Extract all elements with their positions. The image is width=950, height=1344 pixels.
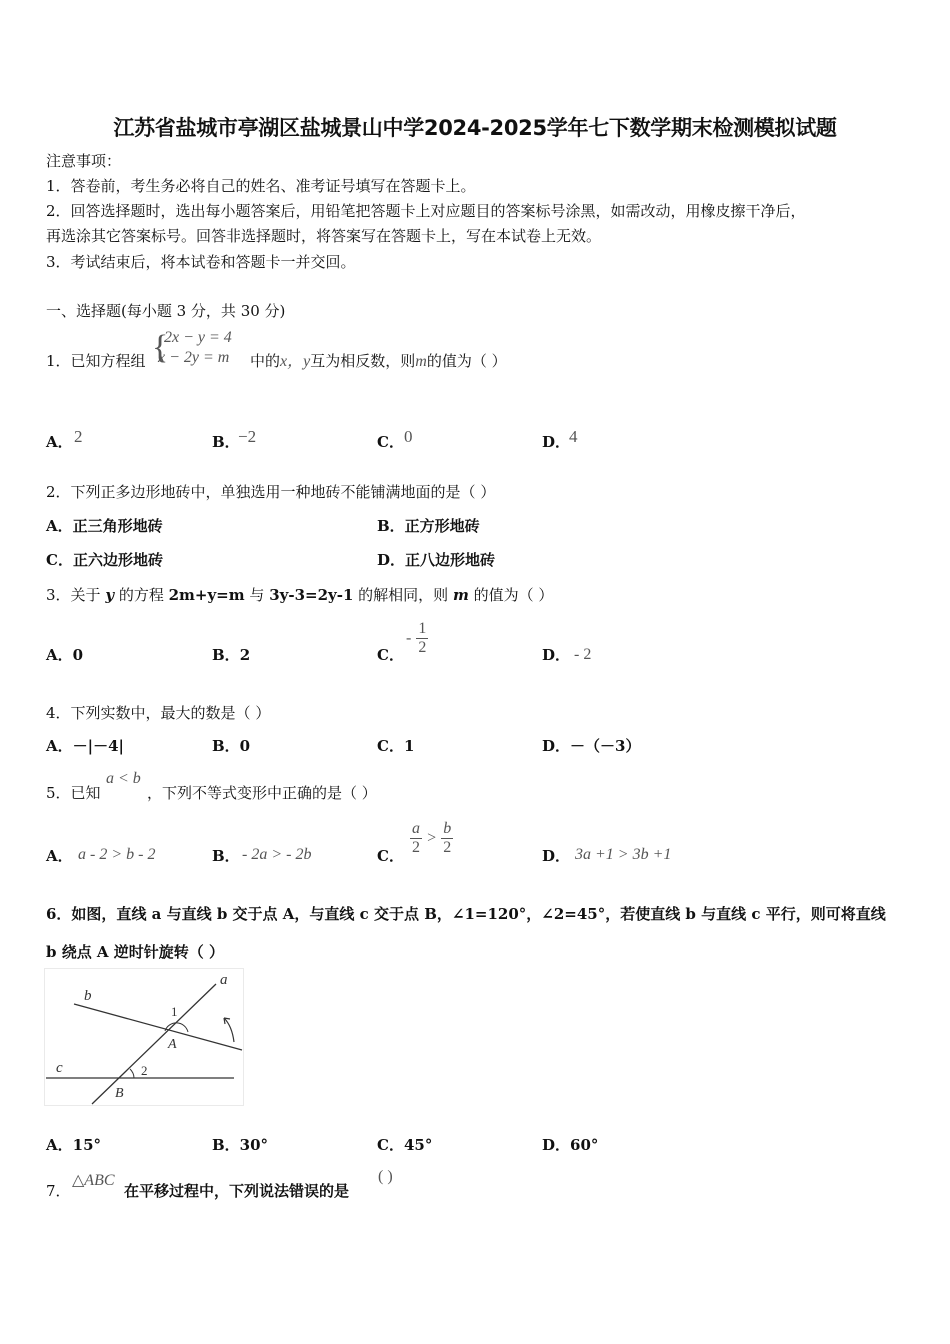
q1-option-a[interactable]: A． <box>46 433 73 451</box>
label-a: a <box>220 972 228 988</box>
q1-option-c[interactable]: C． <box>377 433 404 451</box>
q6-option-d[interactable]: D．60° <box>542 1136 599 1154</box>
label-angle-2: 2 <box>141 1063 148 1078</box>
section-heading: 一、选择题(每小题 3 分，共 30 分) <box>46 302 286 320</box>
q6-option-b[interactable]: B．30° <box>212 1136 269 1154</box>
q1-option-c-value: 0 <box>404 427 413 446</box>
q5-option-a[interactable]: A． <box>46 847 73 865</box>
q5-option-c-value: $\frac{a}{2}$ > $\frac{b}{2}$ <box>412 820 452 856</box>
q7-triangle: △ABC <box>72 1172 115 1189</box>
question-1-stem: 1．已知方程组 <box>46 352 146 370</box>
q4-option-b[interactable]: B．0 <box>212 737 251 755</box>
q3-option-b[interactable]: B．2 <box>212 646 251 664</box>
q1-equation-system: { 2x − y = 4 x − 2y = m <box>152 329 232 366</box>
q2-option-b[interactable]: B．正方形地砖 <box>377 517 480 535</box>
question-2-stem: 2．下列正多边形地砖中，单独选用一种地砖不能铺满地面的是（ ） <box>46 483 496 501</box>
q4-option-d[interactable]: D．－（－3） <box>542 737 641 755</box>
q3-option-c-value: - $\frac{1}{2}$ <box>406 620 427 656</box>
q2-option-d[interactable]: D．正八边形地砖 <box>377 551 496 569</box>
notes-heading: 注意事项： <box>46 152 122 170</box>
question-5-stem-start: 5．已知 <box>46 784 101 802</box>
q5-option-d-value: 3a +1 > 3b +1 <box>575 846 672 863</box>
page-title: 江苏省盐城市亭湖区盐城景山中学2024-2025学年七下数学期末检测模拟试题 <box>113 116 837 140</box>
q5-condition: a < b <box>106 770 141 787</box>
q1-stem-continuation: 中的x，y互为相反数，则m的值为（ ） <box>250 352 507 370</box>
label-B: B <box>115 1086 124 1101</box>
question-5-stem-end: ，下列不等式变形中正确的是（ ） <box>147 784 377 802</box>
q5-option-b[interactable]: B． <box>212 847 240 865</box>
q2-option-c[interactable]: C．正六边形地砖 <box>46 551 163 569</box>
question-6-stem: 6．如图，直线 a 与直线 b 交于点 A，与直线 c 交于点 B，∠1=120°，∠2=45°，若使直线 b 与直线 c 平行，则可将直线 <box>46 905 886 923</box>
question-7-stem: 在平移过程中，下列说法错误的是 <box>124 1182 350 1200</box>
q4-option-c[interactable]: C．1 <box>377 737 415 755</box>
q4-option-a[interactable]: A．－|－4| <box>46 737 124 755</box>
note-item: 1．答卷前，考生务必将自己的姓名、准考证号填写在答题卡上。 <box>46 177 476 195</box>
q5-option-b-value: - 2a > - 2b <box>242 846 312 863</box>
q1-option-b[interactable]: B． <box>212 433 240 451</box>
question-4-stem: 4．下列实数中，最大的数是（ ） <box>46 704 271 722</box>
note-item: 2．回答选择题时，选出每小题答案后，用铅笔把答题卡上对应题目的答案标号涂黑，如需改动，用橡皮擦干净后， <box>46 202 806 220</box>
q5-option-d[interactable]: D． <box>542 847 571 865</box>
q1-option-b-value: −2 <box>238 427 257 446</box>
q1-option-d-value: 4 <box>569 427 578 446</box>
note-item: 3．考试结束后，将本试卷和答题卡一并交回。 <box>46 253 356 271</box>
label-angle-1: 1 <box>171 1004 178 1019</box>
q2-option-a[interactable]: A．正三角形地砖 <box>46 517 163 535</box>
q1-option-a-value: 2 <box>74 427 83 446</box>
q7-answer-paren: ( ) <box>378 1168 393 1185</box>
label-A: A <box>168 1037 177 1052</box>
note-item: 再选涂其它答案标号。回答非选择题时，将答案写在答题卡上，写在本试卷上无效。 <box>46 227 602 245</box>
q3-option-a[interactable]: A．0 <box>46 646 84 664</box>
question-3-stem: 3．关于 y 的方程 2m+y=m 与 3y-3=2y-1 的解相同，则 m 的值为（ ） <box>46 586 554 604</box>
q5-option-c[interactable]: C． <box>377 847 404 865</box>
q6-option-a[interactable]: A．15° <box>46 1136 102 1154</box>
q3-option-d[interactable]: D． <box>542 646 571 664</box>
q1-option-d[interactable]: D． <box>542 433 571 451</box>
q6-geometry-figure <box>44 968 244 1106</box>
question-6-stem-cont: b 绕点 A 逆时针旋转（ ） <box>46 943 225 961</box>
label-b: b <box>84 988 92 1004</box>
q3-option-c[interactable]: C． <box>377 646 404 664</box>
q6-option-c[interactable]: C．45° <box>377 1136 433 1154</box>
label-c: c <box>56 1060 63 1076</box>
q5-option-a-value: a - 2 > b - 2 <box>78 846 156 863</box>
question-7-num: 7． <box>46 1182 71 1200</box>
q3-option-d-value: - 2 <box>574 646 592 663</box>
